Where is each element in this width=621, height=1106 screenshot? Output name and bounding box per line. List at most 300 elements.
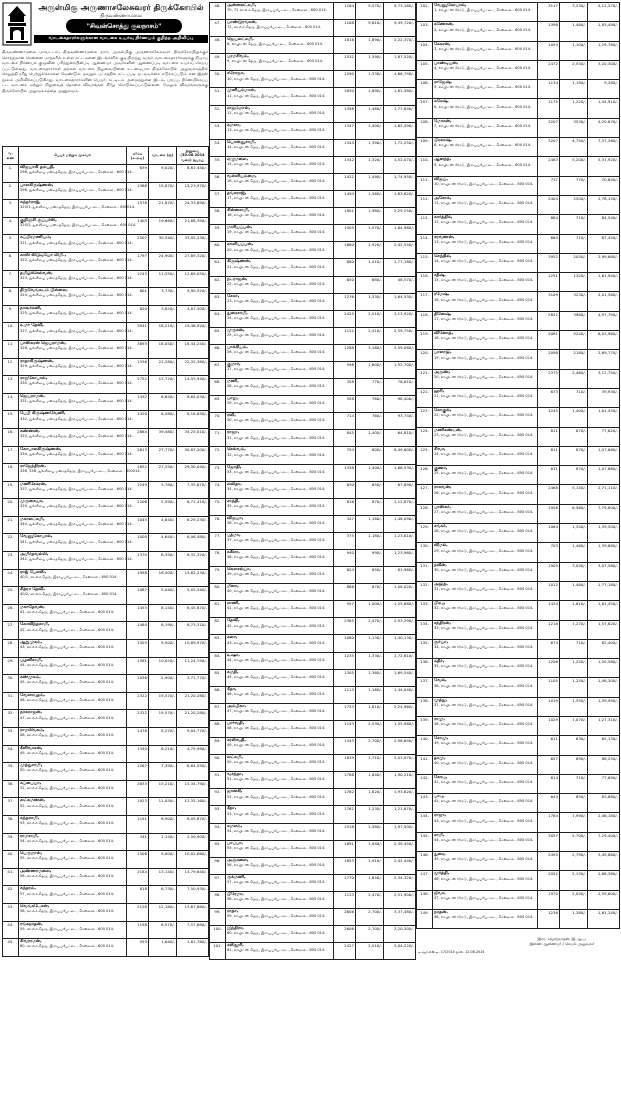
- serial-number: 25.: [3, 587, 19, 605]
- rent-amount: 3,050/-: [560, 562, 588, 581]
- arrears-amount: 3,12,750/-: [588, 369, 620, 388]
- arrears-amount: 7,50,930/-: [177, 886, 209, 904]
- serial-number: 126.: [417, 466, 433, 485]
- tenant-cell: [226, 379, 334, 396]
- rent-amount: 1,590/-: [356, 54, 384, 71]
- tenant-name: முத்து,: [434, 697, 448, 703]
- tenant-cell: [433, 852, 538, 871]
- rent-amount: 1,460/-: [356, 105, 384, 122]
- serial-number: 7.: [3, 270, 19, 288]
- area-sqft: 940: [334, 550, 356, 567]
- tenant-address: 59, லாயிட்ஸ் தெரு, இராயப்பேட்டை, சென்னை - 600 014.: [227, 914, 326, 919]
- tenant-address: 55, லாயிட்ஸ் தெரு, இராயப்பேட்டை, சென்னை - 600 014.: [227, 845, 326, 850]
- tenant-cell: [19, 622, 127, 640]
- rent-amount: 1,940/-: [356, 840, 384, 857]
- table-row: [210, 361, 416, 378]
- table-row: [3, 939, 209, 957]
- arrears-amount: 1,72,610/-: [384, 652, 416, 669]
- table-row: [3, 252, 209, 270]
- tenant-address: 20, லாயிட்ஸ் ரோடு, இராயப்பேட்டை, சென்னை - 600 014.: [434, 374, 534, 379]
- table-row: [210, 379, 416, 396]
- table-row: [3, 182, 209, 200]
- serial-number: 114.: [417, 234, 433, 253]
- area-sqft: 1276: [334, 293, 356, 310]
- tenant-name: நாகூர்கனி,: [20, 305, 42, 311]
- tenant-address: 49, லாயிட்ஸ் தெரு, இராயப்பேட்டை, சென்னை - 600 014.: [227, 743, 326, 748]
- tenant-name: தாமு,: [434, 755, 446, 761]
- tenant-address: 15, லாயிட்ஸ் ரோடு, இராயப்பேட்டை, சென்னை - 600 014.: [434, 278, 534, 283]
- serial-number: 29.: [3, 657, 19, 675]
- tenant-name: கோபு,: [434, 774, 448, 780]
- rent-amount: 1,130/-: [356, 635, 384, 652]
- tenant-address: 11, லாயிட்ஸ் தெரு, இராயப்பேட்டை, சென்னை - 600 014.: [227, 93, 326, 98]
- arrears-amount: 1,39,880/-: [588, 543, 620, 562]
- tenant-cell: [433, 774, 538, 793]
- tenant-name: வேல்,: [434, 678, 447, 684]
- tenant-cell: [433, 890, 538, 909]
- arrears-amount: 5,05,540/-: [177, 587, 209, 605]
- serial-number: 123.: [417, 408, 433, 427]
- table-row: [210, 293, 416, 310]
- tenant-name: நடராஜன்,: [227, 276, 248, 282]
- tenant-name: பரமசிவம்,: [227, 54, 249, 60]
- table-row: [3, 534, 209, 552]
- serial-number: 117.: [417, 292, 433, 311]
- table-row: [210, 823, 416, 840]
- tenant-name: பாலாஜி,: [434, 350, 452, 356]
- tenant-address: 28, லாயிட்ஸ் ரோடு, இராயப்பேட்டை, சென்னை - 600 014.: [434, 529, 534, 534]
- rent-amount: 6,900/-: [149, 815, 177, 833]
- tenant-name: ராஜ் பேலஸ்,: [20, 569, 47, 575]
- area-sqft: 2468: [538, 485, 560, 504]
- tenant-cell: [226, 173, 334, 190]
- arrears-amount: 4,75,980/-: [177, 745, 209, 763]
- area-sqft: 3109: [538, 292, 560, 311]
- tenant-name: சுசீலா,: [227, 550, 240, 555]
- table-row: [417, 60, 620, 79]
- tenant-cell: [226, 601, 334, 618]
- table-row: [3, 604, 209, 622]
- table-row: [3, 358, 209, 376]
- tenant-cell: [226, 208, 334, 225]
- tenant-table: [416, 2, 620, 929]
- serial-number: 41.: [3, 868, 19, 886]
- temple-location: திருவண்ணாமலை: [100, 13, 142, 19]
- area-sqft: 2404: [538, 195, 560, 214]
- arrears-amount: 2,76,150/-: [588, 195, 620, 214]
- tenant-name: ராஜம்மாள்,: [227, 105, 251, 111]
- tenant-cell: [226, 567, 334, 584]
- tenant-name: சரஸ்வதி,: [227, 738, 246, 744]
- tenant-address: 19, லாயிட்ஸ் ரோடு, இராயப்பேட்டை, சென்னை - 600 014.: [434, 355, 534, 360]
- rent-amount: 6,560/-: [560, 504, 588, 523]
- table-row: [210, 652, 416, 669]
- tenant-name: வள்ளியம்மை,: [227, 173, 257, 179]
- arrears-amount: 8,64,030/-: [177, 393, 209, 411]
- arrears-amount: 34,25,010/-: [177, 428, 209, 446]
- table-row: [3, 763, 209, 781]
- serial-number: 56.: [210, 173, 226, 190]
- arrears-amount: 8,05,870/-: [177, 815, 209, 833]
- table-row: [3, 622, 209, 640]
- area-sqft: 1168: [334, 20, 356, 37]
- serial-number: 119.: [417, 331, 433, 350]
- serial-number: 143.: [417, 794, 433, 813]
- tenant-cell: [226, 242, 334, 259]
- table-row: [210, 891, 416, 908]
- arrears-amount: 1,08,020/-: [384, 584, 416, 601]
- serial-number: 146.: [417, 852, 433, 871]
- tenant-cell: [19, 446, 133, 464]
- serial-number: 42.: [3, 886, 19, 904]
- tenant-address: 337, துல்லியை மன்றத்தெரு, இராயப்பேட்டை, சென்னை - 600 014.: [20, 486, 133, 491]
- serial-number: 132.: [417, 581, 433, 600]
- tenant-name: லட்சுமி,: [227, 755, 243, 761]
- table-row: [417, 41, 620, 60]
- area-sqft: 674: [538, 639, 560, 658]
- table-row: [210, 430, 416, 447]
- arrears-amount: 10,02,660/-: [177, 851, 209, 869]
- table-row: [3, 886, 209, 904]
- table-row: [417, 504, 620, 523]
- tenant-name: வினோத்,: [434, 331, 454, 337]
- rent-amount: 1,820/-: [356, 789, 384, 806]
- table-row: [417, 80, 620, 99]
- tenant-address: 40, லாயிட்ஸ் தெரு, இராயப்பேட்டை, சென்னை - 600 014.: [227, 589, 326, 594]
- tenant-name: மாரியப்பன்,: [227, 225, 253, 231]
- arrears-amount: 1,57,620/-: [588, 620, 620, 639]
- tenant-address: 52, லாயிட்ஸ் தெரு, இராயப்பேட்டை, சென்னை - 600 014.: [227, 794, 326, 799]
- slogan-banner: "சிவன்சொத்து குலநாசம்": [66, 19, 182, 33]
- area-sqft: 866: [334, 584, 356, 601]
- area-sqft: 1420: [127, 411, 149, 429]
- rent-amount: 650/-: [356, 567, 384, 584]
- rent-amount: 1,270/-: [560, 620, 588, 639]
- area-sqft: 2472: [538, 60, 560, 79]
- tenant-name: உஷா,: [227, 652, 240, 658]
- tenant-cell: [226, 259, 334, 276]
- area-sqft: 2852: [538, 311, 560, 330]
- arrears-amount: 76,610/-: [384, 379, 416, 396]
- tenant-name: ஆனந்த்,: [434, 157, 452, 163]
- tenant-cell: [226, 156, 334, 173]
- tenant-address: 16, லாயிட்ஸ் தெரு, இராயப்பேட்டை, சென்னை - 600 014.: [227, 179, 326, 184]
- rent-amount: 1,640/-: [149, 939, 177, 957]
- tenant-name: கஸ்தூரி,: [227, 943, 244, 949]
- table-row: [417, 543, 620, 562]
- area-sqft: 1080: [334, 635, 356, 652]
- rent-amount: 1,570/-: [356, 225, 384, 242]
- arrears-amount: 6,06,480/-: [177, 534, 209, 552]
- table-row: [210, 738, 416, 755]
- rent-amount: 19,660/-: [149, 217, 177, 235]
- rent-amount: 1320/-: [560, 273, 588, 292]
- table-row: [417, 678, 620, 697]
- tenant-name: அஞ்சலை,: [227, 857, 249, 863]
- tenant-address: 11, லாயிட்ஸ் ரோடு, இராயப்பேட்டை, சென்னை - 600 014.: [434, 201, 534, 206]
- table-row: [3, 798, 209, 816]
- rent-amount: 1,100/-: [560, 41, 588, 60]
- arrears-amount: 18,44,240/-: [177, 340, 209, 358]
- tenant-address: 46, வி.எம்.தெரு, இராயப்பேட்டை, சென்னை - 600 014.: [20, 698, 115, 703]
- serial-number: 103.: [417, 22, 433, 41]
- tenant-address: 56, வி.எம்.தெரு, இராயப்பேட்டை, சென்னை - 600 014.: [20, 873, 115, 878]
- tenant-cell: [19, 411, 133, 429]
- tenant-table: [209, 2, 416, 960]
- serial-number: 71.: [210, 430, 226, 447]
- rent-amount: 710/-: [560, 234, 588, 253]
- arrears-amount: 67,890/-: [384, 481, 416, 498]
- table-row: [3, 587, 209, 605]
- arrears-amount: 7,57,680/-: [177, 921, 209, 939]
- tenant-name: சேகரன்,: [434, 41, 451, 47]
- tenant-cell: [19, 305, 133, 323]
- table-row: [417, 157, 620, 176]
- serial-number: 27.: [3, 622, 19, 640]
- tenant-address: 15, லாயிட்ஸ் தெரு, இராயப்பேட்டை, சென்னை - 600 014.: [227, 162, 326, 167]
- tenant-cell: [433, 388, 538, 407]
- tenant-address: 9, லாயிட்ஸ் தெரு, இராயப்பேட்டை, சென்னை - 600 014.: [227, 59, 324, 64]
- table-row: [417, 774, 620, 793]
- arrears-amount: 93,740/-: [384, 413, 416, 430]
- rent-amount: 39,480/-: [149, 428, 177, 446]
- arrears-amount: 1,39,990/-: [588, 697, 620, 716]
- rent-amount: 760/-: [356, 413, 384, 430]
- arrears-amount: 1,93,620/-: [384, 789, 416, 806]
- arrears-amount: 2,34,320/-: [384, 874, 416, 891]
- table-row: [3, 640, 209, 658]
- serial-number: 48.: [210, 37, 226, 54]
- tenant-address: 41, வி.எம்.தெரு, இராயப்பேட்டை, சென்னை - 600 014.: [20, 610, 115, 615]
- tenant-cell: [19, 569, 127, 587]
- tenant-cell: [19, 833, 127, 851]
- area-sqft: 1305: [334, 669, 356, 686]
- tenant-address: 1, லாயிட்ஸ் ரோடு, இராயப்பேட்டை, சென்னை - 600 014.: [434, 8, 532, 13]
- serial-number: 57.: [210, 191, 226, 208]
- area-sqft: 1198: [127, 921, 149, 939]
- area-sqft: 1766: [334, 772, 356, 789]
- tenant-cell: [226, 652, 334, 669]
- tenant-address: 18, லாயிட்ஸ் தெரு, இராயப்பேட்டை, சென்னை - 600 014.: [227, 213, 326, 218]
- serial-number: 99.: [210, 908, 226, 925]
- serial-number: 80.: [210, 584, 226, 601]
- tenant-cell: [433, 909, 538, 928]
- arrears-amount: 30,87,200/-: [177, 446, 209, 464]
- rent-amount: 1,350/-: [560, 697, 588, 716]
- table-row: [210, 857, 416, 874]
- rent-amount: 1,400/-: [356, 430, 384, 447]
- tenant-address: 44, லாயிட்ஸ் தெரு, இராயப்பேட்டை, சென்னை - 600 014.: [227, 657, 326, 662]
- arrears-amount: 2,69,770/-: [588, 350, 620, 369]
- table-row: [3, 499, 209, 517]
- tenant-cell: [433, 504, 538, 523]
- tenant-name: தங்கராஜ்,: [227, 191, 247, 197]
- arrears-amount: 29,30,040/-: [177, 464, 209, 482]
- arrears-amount: 15,62,230/-: [177, 569, 209, 587]
- tenant-cell: [19, 217, 137, 235]
- area-sqft: 1245: [538, 408, 560, 427]
- arrears-amount: 65,130/-: [588, 736, 620, 755]
- area-sqft: 1578: [127, 200, 149, 218]
- arrears-amount: 19,46,920/-: [177, 323, 209, 341]
- area-sqft: 347: [334, 515, 356, 532]
- tenant-cell: [226, 105, 334, 122]
- rent-amount: 710/-: [560, 774, 588, 793]
- tenant-name: சீதா,: [227, 806, 237, 812]
- table-row: [210, 413, 416, 430]
- arrears-amount: 2,29,250/-: [384, 208, 416, 225]
- tenant-cell: [226, 413, 334, 430]
- area-sqft: 2633: [127, 780, 149, 798]
- table-row: [210, 789, 416, 806]
- serial-number: 63.: [210, 293, 226, 310]
- tenant-address: 57, லாயிட்ஸ் தெரு, இராயப்பேட்டை, சென்னை - 600 014.: [227, 879, 326, 884]
- tenant-address: 333, துல்லியை மன்றத்தெரு, இராயப்பேட்டை, சென்னை - 600 014.: [20, 434, 133, 439]
- area-sqft: 1338: [334, 464, 356, 481]
- arrears-amount: 48,570/-: [384, 276, 416, 293]
- tenant-cell: [433, 253, 538, 272]
- tenant-name: இந்திரா,: [227, 926, 244, 932]
- tenant-name: ராகவன்,: [434, 485, 452, 491]
- rent-amount: 3530/-: [560, 118, 588, 137]
- tenant-name: கோபாலகிருஷ்ணன்,: [20, 446, 62, 452]
- tenant-name: சுப்பையா,: [20, 780, 42, 786]
- tenant-address: 23, லாயிட்ஸ் ரோடு, இராயப்பேட்டை, சென்னை - 600 014.: [434, 432, 534, 437]
- tenant-address: 2, லாயிட்ஸ் ரோடு, இராயப்பேட்டை, சென்னை - 600 014.: [434, 27, 532, 32]
- area-sqft: 737: [538, 176, 560, 195]
- arrears-amount: 2,22,370/-: [384, 37, 416, 54]
- tenant-cell: [226, 840, 334, 857]
- tenant-cell: [433, 138, 538, 157]
- serial-number: 81.: [210, 601, 226, 618]
- serial-number: 21.: [3, 516, 19, 534]
- tenant-name: மோகன்,: [434, 118, 452, 124]
- tenant-address: 41, லாயிட்ஸ் தெரு, இராயப்பேட்டை, சென்னை - 600 014.: [227, 606, 326, 611]
- arrears-amount: 2,24,960/-: [384, 703, 416, 720]
- area-sqft: 1398: [538, 22, 560, 41]
- tenant-cell: [433, 311, 538, 330]
- serial-number: 37.: [3, 798, 19, 816]
- tenant-name: ஜெயலட்சுமி,: [227, 37, 254, 43]
- tenant-name: பாபு,: [434, 794, 445, 800]
- area-sqft: 1770: [334, 874, 356, 891]
- table-row: [210, 635, 416, 652]
- tenant-cell: [19, 710, 127, 728]
- tenant-name: பாப்பா,: [227, 840, 244, 846]
- rent-amount: 770/-: [356, 379, 384, 396]
- serial-number: 118.: [417, 311, 433, 330]
- tenant-address: 49, வி.எம்.தெரு, இராயப்பேட்டை, சென்னை - 600 014.: [20, 750, 115, 755]
- area-sqft: 1998: [127, 569, 149, 587]
- rent-amount: 9,610/-: [356, 20, 384, 37]
- area-sqft: 598: [334, 361, 356, 378]
- tenant-address: 18, லாயிட்ஸ் ரோடு, இராயப்பேட்டை, சென்னை - 600 014.: [434, 336, 534, 341]
- serial-number: 129.: [417, 524, 433, 543]
- tenant-address: 320/2, துல்லியை மன்றத்தெரு, இராயப்பேட்டை, சென்னை - 600 014.: [20, 222, 137, 227]
- table-row: [3, 446, 209, 464]
- area-sqft: 1175: [538, 99, 560, 118]
- serial-number: 5.: [3, 235, 19, 253]
- area-sqft: 673: [538, 388, 560, 407]
- tenant-cell: [19, 340, 133, 358]
- tenant-name: அன்னலட்சுமி,: [227, 3, 257, 8]
- tenant-cell: [19, 903, 127, 921]
- rent-amount: 2,510/-: [356, 310, 384, 327]
- arrears-amount: 2,03,970/-: [384, 755, 416, 772]
- rent-amount: 650/-: [356, 481, 384, 498]
- tenant-cell: [226, 772, 334, 789]
- rent-amount: 9,000/-: [149, 851, 177, 869]
- tenant-address: 12, லாயிட்ஸ் ரோடு, இராயப்பேட்டை, சென்னை - 600 014.: [434, 220, 534, 225]
- area-sqft: 2322: [127, 692, 149, 710]
- arrears-amount: 1,29,780/-: [588, 41, 620, 60]
- tenant-name: ராமலிங்கம்,: [20, 728, 45, 733]
- tenant-cell: [19, 323, 133, 341]
- serial-number: 10.: [3, 323, 19, 341]
- tenant-cell: [19, 798, 127, 816]
- rent-amount: 2,700/-: [356, 926, 384, 943]
- rent-amount: 870/-: [356, 498, 384, 515]
- arrears-amount: 1,46,300/-: [588, 678, 620, 697]
- table-row: [417, 659, 620, 678]
- tenant-name: சிவா,: [434, 446, 446, 452]
- tenant-name: ராஜா,: [227, 430, 240, 436]
- arrears-amount: 81,960/-: [384, 567, 416, 584]
- tenant-cell: [433, 80, 538, 99]
- arrears-amount: 1,12,870/-: [384, 498, 416, 515]
- column-header: பெயர் மற்றும் முகவரி: [19, 147, 127, 165]
- tenant-name: சுரேஷ்,: [434, 99, 449, 105]
- tenant-cell: [226, 361, 334, 378]
- tenant-name: வெங்கடேசன்,: [20, 903, 50, 909]
- signatory-block: [507, 936, 617, 946]
- tenant-cell: [19, 675, 127, 693]
- arrears-amount: 8,45,870/-: [177, 604, 209, 622]
- rent-amount: 1,380/-: [560, 909, 588, 928]
- arrears-amount: 8,18,850/-: [177, 411, 209, 429]
- arrears-amount: 1,87,520/-: [384, 54, 416, 71]
- tenant-address: 324, துல்லியை மன்றத்தெரு, இராயப்பேட்டை, சென்னை - 600 014.: [20, 293, 133, 298]
- tenant-name: பாலகிருஷ்ணன்,: [20, 182, 54, 188]
- tenant-cell: [433, 639, 538, 658]
- tenant-address: 26, லாயிட்ஸ் ரோடு, இராயப்பேட்டை, சென்னை - 600 014.: [434, 490, 534, 495]
- tenant-cell: [433, 195, 538, 214]
- tenant-cell: [433, 446, 538, 465]
- serial-number: 120.: [417, 350, 433, 369]
- serial-number: 18.: [3, 464, 19, 482]
- arrears-amount: 12,69,050/-: [177, 270, 209, 288]
- tenant-name: ராணி,: [227, 601, 240, 607]
- tenant-address: 36, லாயிட்ஸ் ரோடு, இராயப்பேட்டை, சென்னை - 600 014.: [434, 683, 534, 688]
- area-sqft: 1784: [538, 813, 560, 832]
- tenant-name: விமல்,: [434, 543, 448, 549]
- arrears-amount: 2,59,600/-: [588, 890, 620, 909]
- tenant-cell: [226, 874, 334, 891]
- tenant-address: 47, வி.எம்.தெரு, இராயப்பேட்டை, சென்னை - 600 014.: [20, 715, 115, 720]
- tenant-address: 34, லாயிட்ஸ் ரோடு, இராயப்பேட்டை, சென்னை - 600 014.: [434, 645, 534, 649]
- tenant-name: அசோக்,: [434, 195, 452, 201]
- arrears-amount: 27,89,320/-: [177, 252, 209, 270]
- tenant-name: முருகையா,: [20, 499, 44, 505]
- area-sqft: 957: [334, 601, 356, 618]
- tenant-address: 52, வி.எம்.தெரு, இராயப்பேட்டை, சென்னை - 600 014.: [20, 803, 115, 808]
- tenant-address: 47, லாயிட்ஸ் தெரு, இராயப்பேட்டை, சென்னை - 600 014.: [227, 709, 326, 714]
- tenant-name: கோவிந்தசாமி,: [20, 622, 50, 628]
- tenant-cell: [433, 678, 538, 697]
- area-sqft: 5081: [538, 331, 560, 350]
- arrears-amount: 1,07,660/-: [588, 446, 620, 465]
- serial-number: 111.: [417, 176, 433, 195]
